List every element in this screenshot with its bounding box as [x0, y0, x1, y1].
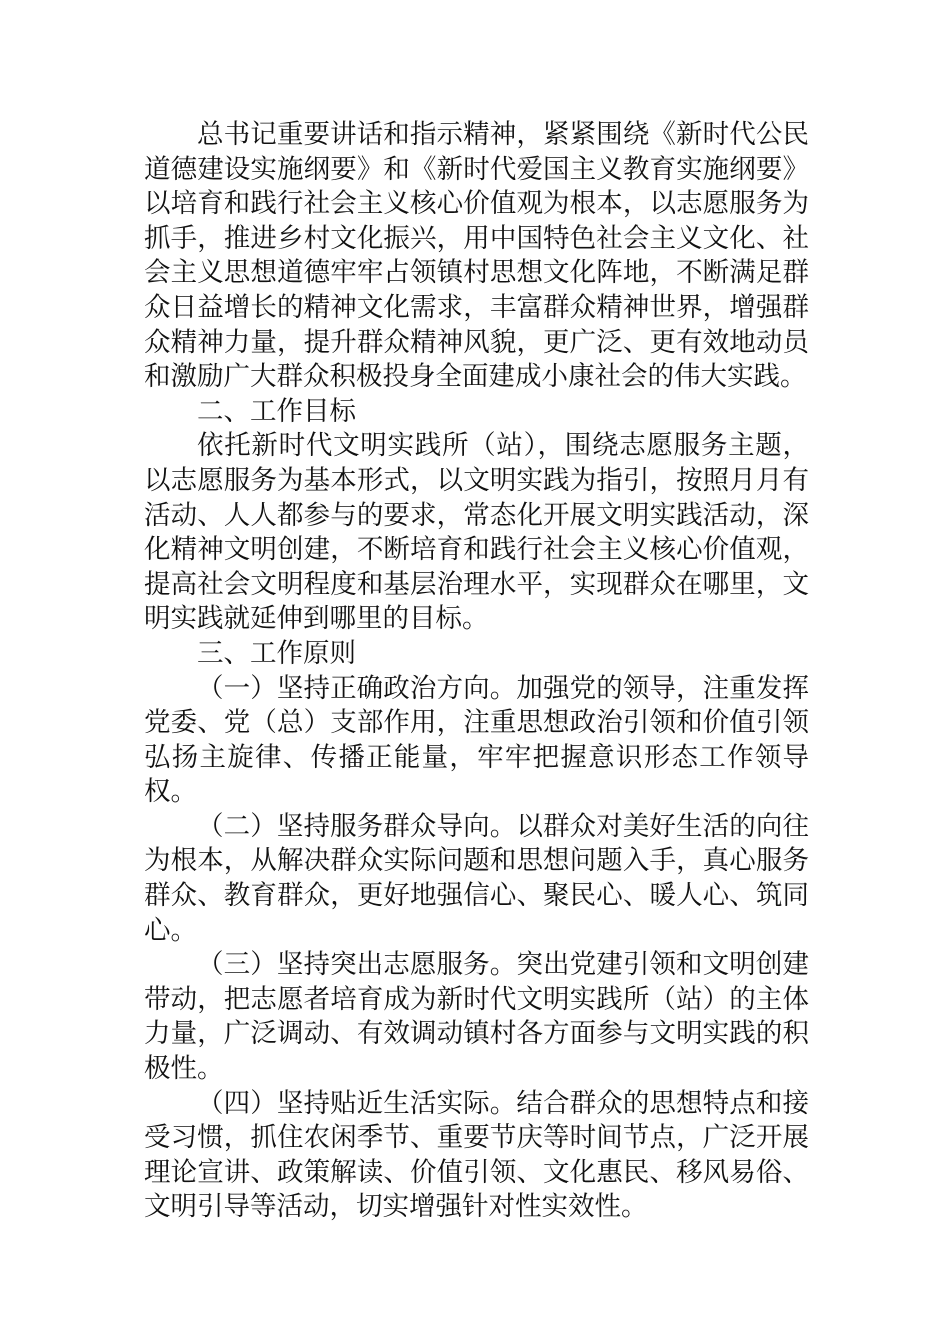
intro-paragraph: 总书记重要讲话和指示精神，紧紧围绕《新时代公民道德建设实施纲要》和《新时代爱国主义教育实施纲要》以培育和践行社会主义核心价值观为根本，以志愿服务为抓手，推进乡村文化振兴，用中国特色社会主义文化、社会主义思想道德牢牢占领镇村思想文化阵地，不断满足群众日益增长的精神文化需求，丰富群众精神世界，增强群众精神力量，提升群众精神风貌，更广泛、更有效地动员和激励广大群众积极投身全面建成小康社会的伟大实践。	[144, 119, 809, 393]
principle-4-paragraph: （四）坚持贴近生活实际。结合群众的思想特点和接受习惯，抓住农闲季节、重要节庆等时间节点，广泛开展理论宣讲、政策解读、价值引领、文化惠民、移风易俗、文明引导等活动，切实增强针对性实效性。	[144, 1087, 809, 1223]
principle-2-paragraph: （二）坚持服务群众导向。以群众对美好生活的向往为根本，从解决群众实际问题和思想问题入手，真心服务群众、教育群众，更好地强信心、聚民心、暖人心、筑同心。	[144, 810, 809, 946]
goals-paragraph: 依托新时代文明实践所（站），围绕志愿服务主题，以志愿服务为基本形式，以文明实践为指引，按照月月有活动、人人都参与的要求，常态化开展文明实践活动，深化精神文明创建，不断培育和践行社会主义核心价值观，提高社会文明程度和基层治理水平，实现群众在哪里，文明实践就延伸到哪里的目标。	[144, 430, 809, 635]
principle-1-paragraph: （一）坚持正确政治方向。加强党的领导，注重发挥党委、党（总）支部作用，注重思想政治引领和价值引领弘扬主旋律、传播正能量，牢牢把握意识形态工作领导权。	[144, 672, 809, 808]
document-page	[144, 118, 809, 1225]
section-heading-goals: 二、工作目标	[197, 395, 356, 427]
section-heading-principles: 三、工作原则	[197, 637, 356, 669]
principle-3-paragraph: （三）坚持突出志愿服务。突出党建引领和文明创建带动，把志愿者培育成为新时代文明实践所（站）的主体力量，广泛调动、有效调动镇村各方面参与文明实践的积极性。	[144, 949, 809, 1085]
